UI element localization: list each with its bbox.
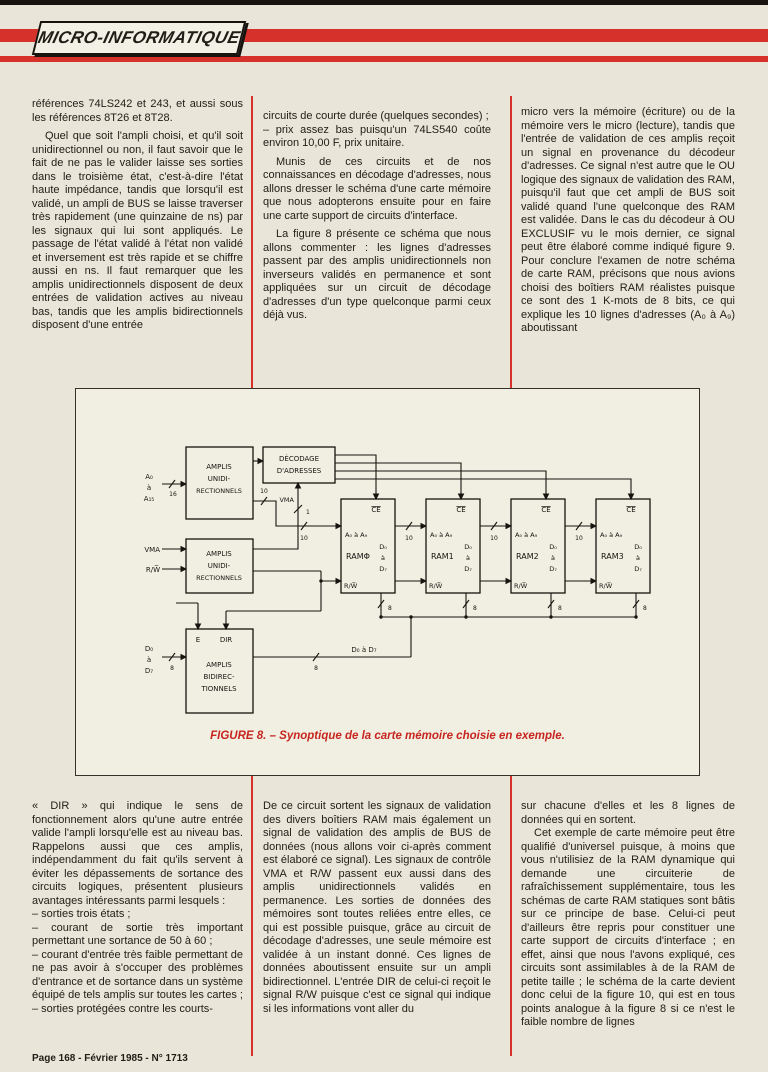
ram-name: RAM3	[601, 552, 624, 561]
ce-pin-label: CE	[456, 506, 466, 514]
ram-data-pin-label: D₀	[634, 543, 642, 551]
ram-data-pin-label: à	[636, 554, 640, 562]
bus-width-8: 8	[643, 605, 647, 612]
list-item: – courant d'entrée très faible permettant de ne pas avoir à s'occuper des problèmes d'entrance et de sortance dans un système équipé de tels amplis sur toutes les cartes ;	[32, 948, 243, 1001]
ram-data-pin-label: D₇	[549, 565, 557, 573]
bus-width-10: 10	[405, 535, 413, 542]
bottom-column-2	[263, 800, 491, 1016]
magazine-logo-text: MICRO-INFORMATIQUE	[36, 28, 243, 47]
ram-addr-pin-label: A₀ à A₉	[515, 531, 538, 539]
bidir-label: TIONNELS	[201, 685, 237, 693]
bus-width-10: 10	[490, 535, 498, 542]
data-bus-label: à	[146, 656, 152, 664]
paragraph: Cet exemple de carte mémoire peut être qualifié d'universel puisque, à moins que vous n'utilisiez de la RAM dynamique qui demande une circuiterie de rafraîchissement supplémentaire, tous les schémas de carte RAM statiques sont bâtis sur ce principe de base. Celui-ci peut d'ailleurs être repris pour constituer une carte support de circuits d'interface ; en effet, ainsi que nous l'avons expliqué, ces circuits sont assimilables à de la RAM de petite taille ; le schéma de la carte devient donc celui de la figure 10, qui est en tous points analogue à la figure 8 si ce n'est le faible nombre de lignes	[521, 827, 735, 1028]
data-bus-label: D₀	[144, 645, 154, 653]
paragraph: De ce circuit sortent les signaux de validation des divers boîtiers RAM mais également un signal de validation des amplis de BUS de données (nous allons voir ci-après comment est élaboré ce signal). Les signaux de contrôle VMA et R/W passent eux aussi dans des amplis unidirectionnels validés en permanence. Les sorties de données des mémoires sont toutes reliées entre elles, ce qui est possible puisque, grâce au circuit de décodage d'adresses, une seule mémoire est validée à un instant donné. Ces lignes de données aboutissent ensuite sur un ampli bidirectionnel. L'entrée DIR de celui-ci reçoit le signal R/W puisque c'est ce signal qui indique si les informations vont aller du	[263, 800, 491, 1015]
ce-pin-label: CE	[626, 506, 636, 514]
bus-width-8: 8	[170, 665, 174, 672]
paragraph: circuits de courte durée (quelques secondes) ;	[263, 110, 489, 122]
decodage-adresses-block	[263, 447, 335, 483]
list-item: – sorties trois états ;	[32, 908, 131, 920]
ram2-block	[511, 499, 565, 593]
paragraph: La figure 8 présente ce schéma que nous allons commenter : les lignes d'adresses passent par des amplis unidirectionnels non inverseurs validés en permanence et sont appliquées sur un circuit de décodage d'adresses d'un type quelconque parmi ceux déjà vus.	[263, 228, 491, 321]
paragraph: Quel que soit l'ampli choisi, et qu'il soit unidirectionnel ou non, il faut savoir que le fait de ne pas le valider laisse ses sorties dans le troisième état, c'est-à-dire l'état haute impédance, tandis que lorsqu'il est validé, un ampli de BUS se laisse traverser très rapidement (une quinzaine de ns) par les signaux qui lui sont appliqués. Le passage de l'état validé à l'état non validé et inversement est très rapide et se chiffre aussi en ns. Il faut remarquer que les amplis unidirectionnels disposent de deux entrées de validation actives au niveau bas, tandis que les amplis bidirectionnels disposent d'une entrée	[32, 130, 243, 331]
ram-data-pin-label: D₀	[464, 543, 472, 551]
data-bus-out-label: D₀ à D₇	[351, 646, 377, 654]
top-column-1	[32, 98, 243, 333]
dir-pin-label: DIR	[219, 636, 233, 644]
bus-width-8: 8	[314, 665, 318, 672]
input-signal-labels	[144, 473, 177, 675]
paragraph: micro vers la mémoire (écriture) ou de la mémoire vers le micro (lecture), tandis que l'entrée de validation de ces amplis reçoit un signal en provenance du décodeur d'adresses. Ce signal n'est autre que le OU logique des signaux de validation des RAM, puisqu'il faut que cet ampli de BUS soit validé quand l'une quelconque des RAM est validée. Dans le cas du décodeur à OU EXCLUSIF vu le mois dernier, ce signal peut être élaboré comme indiqué figure 9. Pour conclure l'examen de notre schéma de carte RAM, précisons que nous avions choisi des boîtiers RAM réalistes puisque ce sont des 1 K-mots de 8 bits, ce qui explique les 10 lignes d'adresses (A₀ à A₉) aboutissant	[521, 106, 735, 334]
list-item: – sorties protégées contre les courts-	[32, 1002, 213, 1015]
bottom-column-1	[32, 800, 243, 1016]
ram3-block	[596, 499, 650, 593]
ram-name: RAM2	[516, 552, 539, 561]
paragraph: Munis de ces circuits et de nos connaissances en décodage d'adresses, nous allons dresser le schéma d'une carte mémoire que nous adopterons ensuite pour en faire une carte support de circuits d'interface.	[263, 155, 491, 222]
ram-data-pin-label: D₇	[379, 565, 387, 573]
top-black-bar	[0, 0, 768, 5]
ram-data-pin-label: D₀	[379, 543, 387, 551]
ram-data-pin-label: D₇	[634, 565, 642, 573]
amplis-unidirectionnels-address-block	[186, 447, 253, 519]
bidir-label: BIDIREC-	[203, 673, 235, 681]
figure-caption: FIGURE 8. – Synoptique de la carte mémoire choisie en exemple.	[210, 730, 565, 742]
rw-input-label: R/W̅	[145, 566, 160, 574]
ram-addr-pin-label: A₀ à A₉	[600, 531, 623, 539]
bus-width-8: 8	[558, 605, 562, 612]
data-bus-label: D₇	[144, 667, 154, 675]
paragraph: « DIR » qui indique le sens de fonctionnement alors qu'une autre entrée valide l'ampli lorsqu'elle est au niveau bas. Rappelons aussi que ces amplis, indépendamment du fait qu'ils servent à éviter les dépassements de sortance des circuits logiques, présentent plusieurs avantages intéressants parmi lesquels :	[32, 800, 243, 907]
figure-8	[75, 388, 700, 776]
ce-pin-label: CE	[541, 506, 551, 514]
paragraph: références 74LS242 et 243, et aussi sous les références 8T26 et 8T28.	[32, 98, 243, 124]
ram-data-pin-label: D₇	[464, 565, 472, 573]
ram-rw-pin-label: R/W̅	[344, 582, 358, 590]
addr-bus-label: à	[146, 484, 152, 492]
ram-data-pin-label: à	[551, 554, 555, 562]
addr-bus-label: A₁₅	[143, 495, 155, 503]
bottom-column-3	[521, 800, 735, 1030]
decodage-label: DÉCODAGE	[279, 455, 319, 463]
paragraph: sur chacune d'elles et les 8 lignes de données qui en sortent.	[521, 800, 735, 826]
ram-name: RAM1	[431, 552, 454, 561]
decodage-label: D'ADRESSES	[276, 467, 322, 475]
magazine-logo	[32, 21, 246, 55]
vma-to-decoder-label: VMA	[279, 496, 294, 504]
page-footer: Page 168 - Février 1985 - N° 1713	[32, 1053, 188, 1064]
bus-width-16: 16	[169, 491, 177, 498]
ram-data-pin-label: à	[466, 554, 470, 562]
ram-rw-pin-label: R/W̅	[599, 582, 613, 590]
bidir-label: AMPLIS	[206, 661, 232, 669]
ram-data-pin-label: D₀	[549, 543, 557, 551]
ram-addr-pin-label: A₀ à A₉	[345, 531, 368, 539]
ram0-block	[341, 499, 395, 593]
top-column-2	[263, 110, 491, 323]
amplis1-label: RECTIONNELS	[196, 487, 242, 495]
ram1-block	[426, 499, 480, 593]
amplis1-label: UNIDI-	[207, 475, 231, 483]
red-stripe-bottom	[0, 56, 768, 62]
list-item: – prix assez bas puisqu'un 74LS540 coûte environ 10,00 F, prix unitaire.	[263, 123, 491, 149]
addr-bus-label: A₀	[145, 473, 153, 481]
memory-card-schematic	[76, 389, 701, 777]
amplis2-label: RECTIONNELS	[196, 574, 242, 582]
amplis1-label: AMPLIS	[206, 463, 232, 471]
vma-input-label: VMA	[144, 546, 160, 554]
ram-rw-pin-label: R/W̅	[429, 582, 443, 590]
ram-rw-pin-label: R/W̅	[514, 582, 528, 590]
ram-name: RAMΦ	[346, 552, 370, 561]
bus-width-10: 10	[575, 535, 583, 542]
bus-width-1: 1	[306, 509, 310, 516]
bus-width-10: 10	[300, 535, 308, 542]
ram-data-pin-label: à	[381, 554, 385, 562]
bus-width-10: 10	[260, 488, 268, 495]
ram-addr-pin-label: A₀ à A₉	[430, 531, 453, 539]
bus-width-8: 8	[473, 605, 477, 612]
amplis2-label: UNIDI-	[207, 562, 231, 570]
top-column-3	[521, 106, 735, 336]
list-item: – courant de sortie très important permettant une sortance de 50 à 60 ;	[32, 921, 243, 947]
ce-pin-label: CE	[371, 506, 381, 514]
enable-pin-label: E	[195, 636, 201, 644]
bus-width-8: 8	[388, 605, 392, 612]
amplis2-label: AMPLIS	[206, 550, 232, 558]
